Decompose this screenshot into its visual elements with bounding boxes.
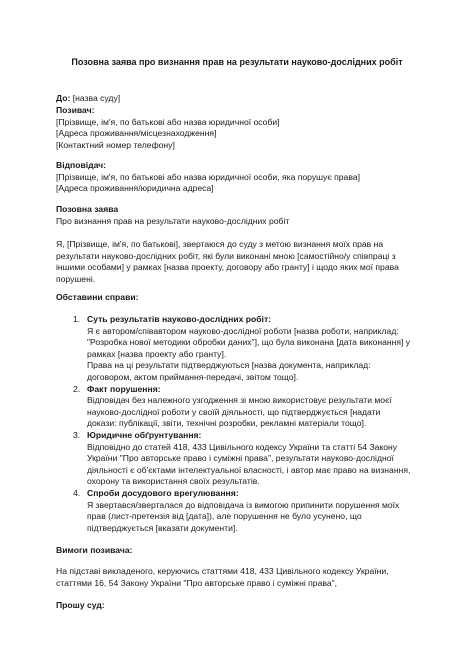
requirements-heading: Вимоги позивача: [56,545,133,555]
item-line: науково-дослідної роботи у своїй діяльності, що підтверджується [надати [87,406,381,417]
claim-section [56,204,428,227]
ask-heading: Прошу суд: [56,600,105,610]
item-line: охорону та використання своїх результатів. [87,476,260,487]
item-number: 2. [73,383,81,394]
item-heading: Спроби досудового врегулювання: [87,487,239,498]
circumstances-list [56,314,428,534]
requirements-line: статтями 16, 54 Закону України "Про авторське право і суміжні права", [56,577,338,588]
item-line: договором, актом приймання-передачі, звітом тощо]. [87,371,299,382]
item-line: Відповідач без належного узгодження зі мною використовує результати моєї [87,395,392,406]
defendant-address: [Адреса проживання/юридична адреса] [56,183,214,194]
item-heading: Факт порушення: [87,383,161,394]
list-item [56,430,428,488]
claim-heading: Позовна заява [56,204,119,214]
list-item [56,488,428,534]
defendant-name: [Прізвище, ім'я, по батькові або назва юридичної особи, яка порушує права] [56,171,360,182]
item-number: 4. [73,487,81,498]
claim-line: Про визнання прав на результати науково-дослідних робіт [56,215,290,226]
item-line: підтверджується [вказати документи]. [87,522,238,533]
plaintiff-heading: Позивач: [56,105,95,115]
requirements-paragraph [56,566,428,589]
item-line: Я є автором/співавтором науково-дослідної роботи [назва роботи, наприклад: [87,325,399,336]
intro-line: іншими особами] у рамках [назва проекту, договору або гранту] і щодо яких мої права [56,262,399,273]
item-line: докази: публікації, звіти, технічні розробки, рекламні матеріали тощо]. [87,418,367,429]
intro-paragraph [56,239,428,285]
plaintiff-name: [Прізвище, ім'я, по батькові або назва юридичної особи] [56,116,280,127]
court-value: [назва суду] [72,93,121,103]
item-line: "Розробка нової методики обробки даних"], що була виконана [дата виконання] у [87,337,411,348]
item-heading: Юридичне обґрунтування: [87,429,202,440]
item-line: діяльності є об'єктами інтелектуальної власності, і автор має право на визнання, [87,464,411,475]
item-number: 3. [73,429,81,440]
item-line: Я звертався/зверталася до відповідача із вимогою припинити порушення моїх [87,499,400,510]
list-item [56,384,428,430]
defendant-heading: Відповідач: [56,160,107,170]
item-line: прав (лист-претензія від [дата]), але порушення не було усунено, що [87,511,362,522]
circumstances-heading: Обставини справи: [56,292,139,302]
plaintiff-phone: [Контактний номер телефону] [56,139,175,150]
court-label: До: [56,93,71,103]
requirements-line: На підставі викладеного, керуючись статтями 418, 433 Цивільного кодексу України, [56,566,389,576]
item-heading: Суть результатів науково-дослідних робіт: [87,314,272,324]
item-line: Права на ці результати підтверджуються [назва документа, наприклад: [87,360,371,371]
list-item [56,314,428,384]
intro-line: результати науково-дослідних робіт, які були виконані мною [самостійно/у співпраці з [56,250,396,261]
plaintiff-address: [Адреса проживання/місцезнаходження] [56,128,217,139]
intro-line: порушені. [56,273,96,284]
intro-line: Я, [Прізвище, ім'я, по батькові], звертаюся до суду з метою визнання моїх прав на [56,239,384,249]
document-title: Позовна заява про визнання прав на результати науково-дослідних робіт [71,57,403,67]
item-line: рамках [назва проекту або гранту]. [87,348,227,359]
plaintiff-section [56,105,428,151]
item-line: України "Про авторське право і суміжні права", результати науково-дослідної [87,453,394,464]
defendant-section [56,160,428,195]
item-line: Відповідно до статей 418, 433 Цивільного кодексу України та статті 54 Закону [87,441,398,452]
court-line [56,93,428,105]
item-number: 1. [73,314,81,324]
